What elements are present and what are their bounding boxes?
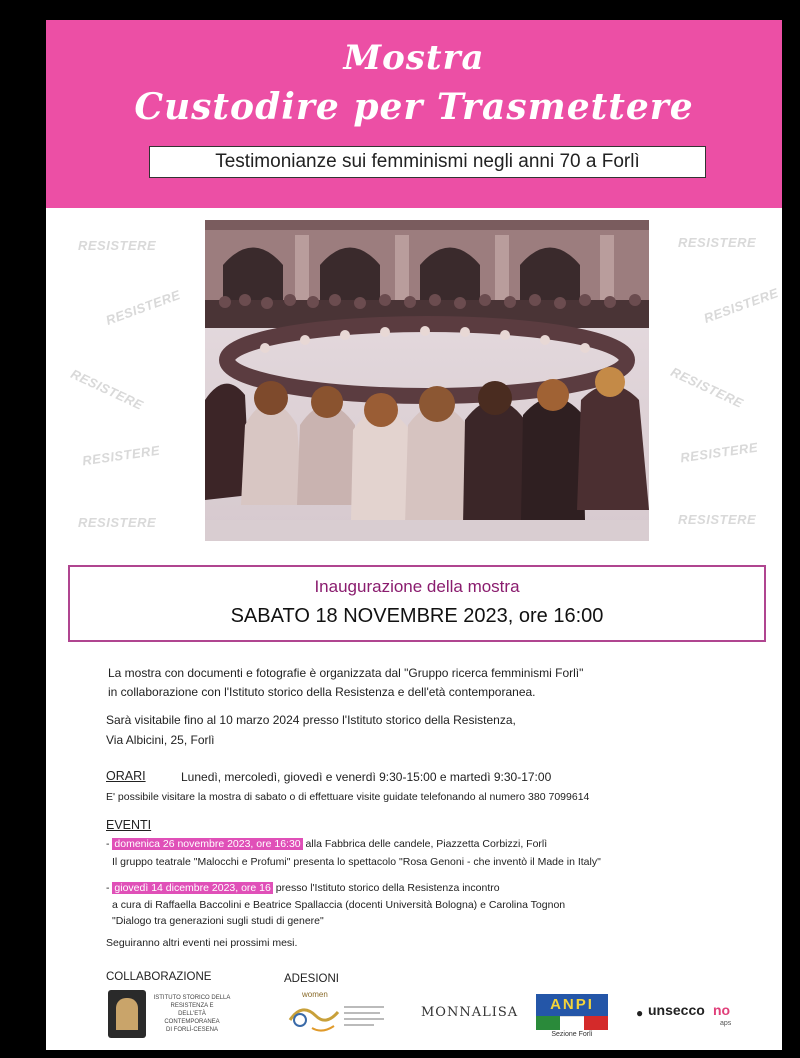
- women-logo: [282, 990, 392, 1036]
- women-logo-icon: [282, 990, 392, 1036]
- intro-line4: Via Albicini, 25, Forlì: [106, 733, 215, 747]
- anpi-subtitle: Sezione Forlì: [551, 1031, 593, 1038]
- inauguration-box: [68, 565, 766, 642]
- watermark: RESISTERE: [103, 287, 183, 328]
- subtitle-box: Testimonianze sui femminismi negli anni 70 a Forlì: [149, 146, 706, 178]
- collab-label: COLLABORAZIONE: [106, 971, 212, 983]
- unsecco-no-text: no: [713, 1002, 731, 1018]
- unsecco-text: unsecco: [648, 1002, 705, 1018]
- event1-date: domenica 26 novembre 2023, ore 16:30: [114, 838, 301, 850]
- adesioni-label: ADESIONI: [284, 973, 339, 985]
- istituto-line: DELL'ETÀ CONTEMPORANEA: [164, 1011, 220, 1025]
- event2-date: giovedì 14 dicembre 2023, ore 16: [114, 882, 271, 894]
- istituto-logo-text: [152, 994, 232, 1034]
- event2-place: presso l'Istituto storico della Resistenza incontro: [272, 882, 500, 894]
- anpi-logo-text: ANPI: [536, 994, 608, 1016]
- orari-note: E' possibile visitare la mostra di sabato o di effettuare visite guidate telefonando al numero 380 7099614: [106, 791, 590, 803]
- istituto-logo-icon: [108, 990, 146, 1038]
- inauguration-label: Inaugurazione della mostra: [314, 577, 520, 596]
- bullet-icon: ●: [636, 1006, 644, 1020]
- unsecco-aps-text: aps: [720, 1020, 732, 1027]
- eventi-label: EVENTI: [106, 818, 152, 832]
- intro-line3: Sarà visitabile fino al 10 marzo 2024 presso l'Istituto storico della Resistenza,: [106, 713, 516, 727]
- more-events: Seguiranno altri eventi nei prossimi mesi.: [106, 937, 298, 949]
- watermark: RESISTERE: [78, 238, 157, 253]
- event2-line3: "Dialogo tra generazioni sugli studi di genere": [112, 915, 324, 927]
- watermark: RESISTERE: [81, 442, 161, 469]
- istituto-line: DI FORLÌ-CESENA: [165, 1027, 218, 1033]
- watermark: RESISTERE: [68, 366, 146, 413]
- women-logo-text: women: [302, 990, 328, 999]
- istituto-line: RESISTENZA E: [170, 1003, 214, 1009]
- event1-place: alla Fabbrica delle candele, Piazzetta Corbizzi, Forlì: [302, 838, 548, 850]
- watermark: RESISTERE: [678, 512, 757, 527]
- istituto-line: ISTITUTO STORICO DELLA: [153, 995, 231, 1001]
- title-line1: Mostra: [343, 38, 485, 78]
- unsecco-logo: [636, 1000, 776, 1040]
- event1: - domenica 26 novembre 2023, ore 16:30 alla Fabbrica delle candele, Piazzetta Corbizzi, Forlì: [106, 838, 548, 850]
- orari-label: ORARI: [106, 769, 146, 783]
- orari-text: Lunedì, mercoledì, giovedì e venerdì 9:30-15:00 e martedì 9:30-17:00: [181, 770, 552, 784]
- watermark: RESISTERE: [701, 285, 781, 326]
- inauguration-date: SABATO 18 NOVEMBRE 2023, ore 16:00: [230, 605, 604, 627]
- intro-line2: in collaborazione con l'Istituto storico della Resistenza e dell'età contemporanea.: [108, 685, 536, 699]
- exhibition-photo: [205, 220, 649, 541]
- watermark: RESISTERE: [668, 364, 746, 411]
- monnalisa-logo: MONNALISA: [421, 1005, 519, 1020]
- watermark: RESISTERE: [678, 235, 757, 250]
- anpi-logo: [534, 994, 610, 1042]
- watermark: RESISTERE: [78, 515, 157, 530]
- watermark: RESISTERE: [679, 439, 759, 466]
- event1-desc: Il gruppo teatrale "Malocchi e Profumi" presenta lo spettacolo "Rosa Genoni - che inventò il Made in Italy": [112, 856, 601, 868]
- event2: - giovedì 14 dicembre 2023, ore 16 presso l'Istituto storico della Resistenza incontro: [106, 882, 500, 894]
- event2-line2: a cura di Raffaella Baccolini e Beatrice Spallaccia (docenti Università Bologna) e Carolina Tognon: [112, 899, 566, 911]
- flyer-page: [46, 20, 782, 1050]
- header-banner: [46, 20, 782, 208]
- title-line2: Custodire per Trasmettere: [134, 86, 694, 128]
- intro-line1: La mostra con documenti e fotografie è organizzata dal "Gruppo ricerca femminismi Forlì": [108, 666, 584, 680]
